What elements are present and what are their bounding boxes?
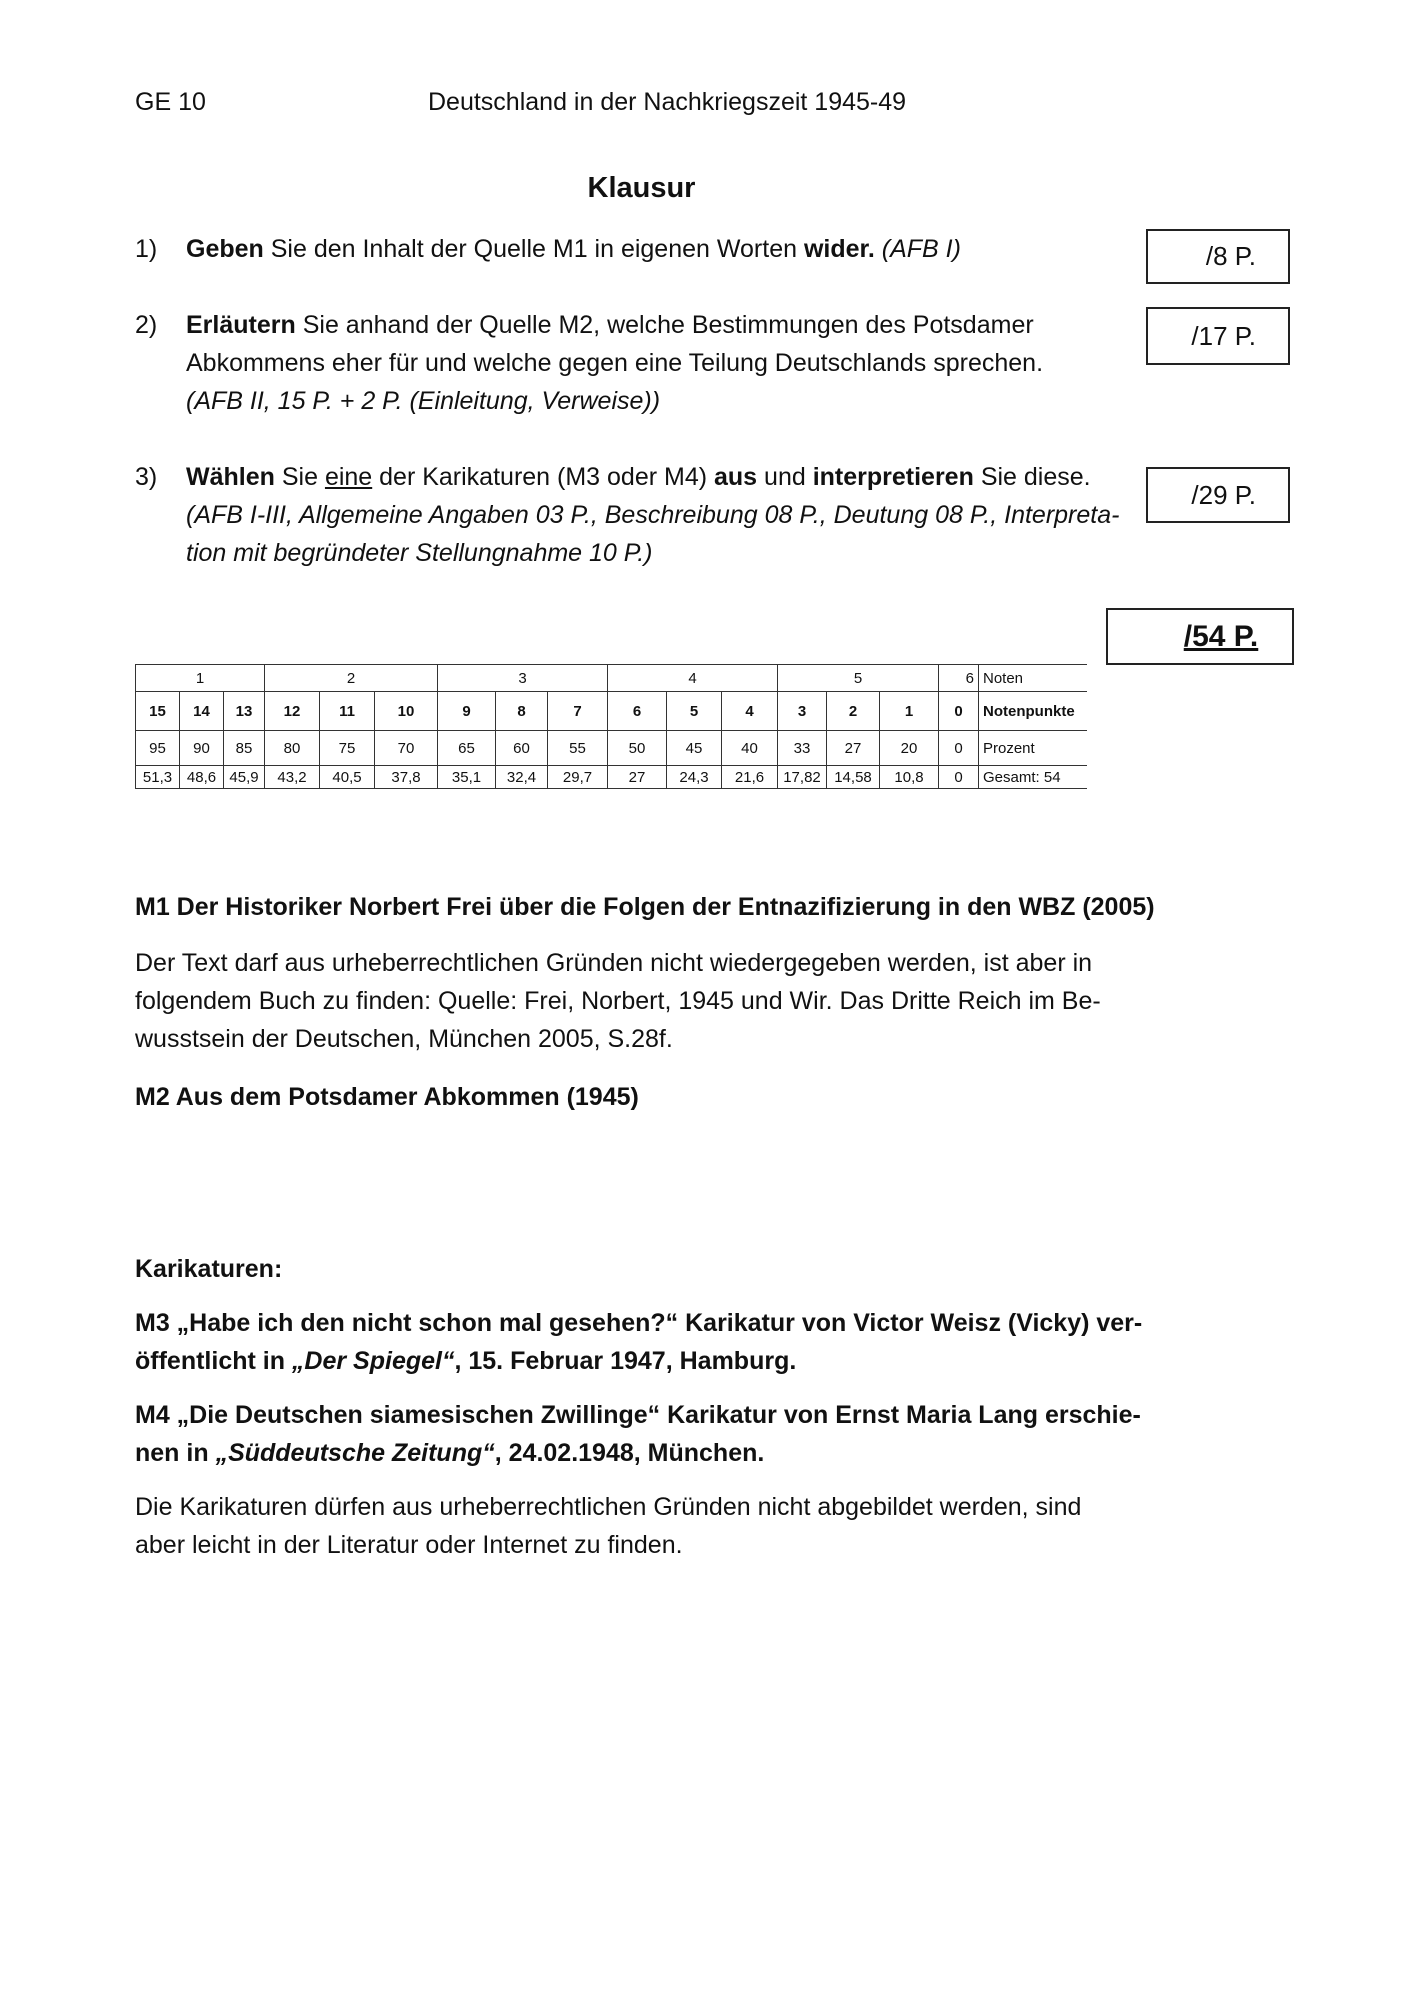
grade-table — [135, 664, 1087, 789]
task-verb: Geben — [186, 235, 264, 263]
percent-cell: 95 — [136, 731, 180, 766]
m1-line: wusstsein der Deutschen, München 2005, S.28f. — [135, 1025, 673, 1053]
m4-line: M4 „Die Deutschen siamesischen Zwillinge“ Karikatur von Ernst Maria Lang erschie- — [135, 1401, 1141, 1429]
points-box-task-1: /8 P. — [1146, 229, 1290, 284]
task-text: Sie — [274, 463, 325, 491]
task-text: Sie diese. — [973, 463, 1091, 491]
row-label: Gesamt: 54 — [979, 766, 1087, 789]
m4-line: , 24.02.1948, München. — [494, 1439, 765, 1467]
m4-caption — [135, 1396, 1165, 1472]
percent-cell: 65 — [438, 731, 496, 766]
total-cell: 0 — [939, 766, 979, 789]
points-box-task-2: /17 P. — [1146, 307, 1290, 365]
total-cell: 45,9 — [224, 766, 265, 789]
m3-caption — [135, 1304, 1165, 1380]
points-cell: 13 — [224, 692, 265, 731]
percent-cell: 50 — [608, 731, 667, 766]
total-row — [136, 766, 1087, 789]
percent-cell: 75 — [320, 731, 375, 766]
task-text: der Karikaturen (M3 oder M4) — [372, 463, 714, 491]
grade-cell: 6 — [939, 665, 979, 692]
percent-cell: 27 — [827, 731, 880, 766]
task-text: Sie anhand der Quelle M2, welche Bestimmungen des Potsdamer — [295, 311, 1034, 339]
percent-cell: 45 — [667, 731, 722, 766]
m3-line: M3 „Habe ich den nicht schon mal gesehen?“ Karikatur von Victor Weisz (Vicky) ver- — [135, 1309, 1143, 1337]
points-box-task-3: /29 P. — [1146, 467, 1290, 523]
points-cell: 5 — [667, 692, 722, 731]
points-cell: 8 — [496, 692, 548, 731]
task-text: Sie den Inhalt der Quelle M1 in eigenen Worten — [263, 235, 804, 263]
points-cell: 12 — [265, 692, 320, 731]
percent-cell: 55 — [548, 731, 608, 766]
total-cell: 37,8 — [375, 766, 438, 789]
m4-source: „Süddeutsche Zeitung“ — [215, 1439, 495, 1467]
caricatures-heading: Karikaturen: — [135, 1255, 283, 1283]
total-cell: 21,6 — [722, 766, 778, 789]
task-text: Abkommens eher für und welche gegen eine Teilung Deutschlands sprechen. — [186, 349, 1044, 377]
total-points-box — [1106, 608, 1294, 665]
points-cell: 10 — [375, 692, 438, 731]
total-cell: 17,82 — [778, 766, 827, 789]
percent-cell: 40 — [722, 731, 778, 766]
total-cell: 10,8 — [880, 766, 939, 789]
exam-heading: Klausur — [587, 172, 696, 204]
task-underlined: eine — [324, 463, 373, 491]
m2-title: M2 Aus dem Potsdamer Abkommen (1945) — [135, 1083, 639, 1111]
task-number: 1) — [135, 235, 158, 263]
task-keyword: aus — [714, 463, 758, 491]
total-cell: 24,3 — [667, 766, 722, 789]
m4-line: nen in — [135, 1439, 216, 1467]
total-cell: 27 — [608, 766, 667, 789]
m1-text — [135, 944, 1165, 1058]
task-number: 2) — [135, 311, 158, 339]
task-number: 3) — [135, 463, 158, 491]
points-cell: 2 — [827, 692, 880, 731]
m3-line: , 15. Februar 1947, Hamburg. — [454, 1347, 797, 1375]
task-keyword: wider. — [803, 235, 875, 263]
total-cell: 35,1 — [438, 766, 496, 789]
points-cell: 7 — [548, 692, 608, 731]
percent-cell: 70 — [375, 731, 438, 766]
percent-cell: 85 — [224, 731, 265, 766]
grade-cell: 1 — [136, 665, 265, 692]
points-cell: 3 — [778, 692, 827, 731]
task-afb: (AFB I) — [874, 235, 961, 263]
total-cell: 43,2 — [265, 766, 320, 789]
total-cell: 51,3 — [136, 766, 180, 789]
total-cell: 32,4 — [496, 766, 548, 789]
row-label: Notenpunkte — [979, 692, 1087, 731]
row-label: Noten — [979, 665, 1087, 692]
points-row — [136, 692, 1087, 731]
percent-cell: 20 — [880, 731, 939, 766]
note-line: aber leicht in der Literatur oder Internet zu finden. — [135, 1531, 683, 1559]
points-cell: 14 — [180, 692, 224, 731]
course-code: GE 10 — [135, 88, 206, 116]
m3-source: „Der Spiegel“ — [291, 1347, 455, 1375]
task-verb: Erläutern — [186, 311, 296, 339]
document-title: Deutschland in der Nachkriegszeit 1945-49 — [428, 88, 907, 116]
total-cell: 48,6 — [180, 766, 224, 789]
percent-cell: 60 — [496, 731, 548, 766]
points-cell: 6 — [608, 692, 667, 731]
total-cell: 40,5 — [320, 766, 375, 789]
m1-line: folgendem Buch zu finden: Quelle: Frei, Norbert, 1945 und Wir. Das Dritte Reich im Be- — [135, 987, 1101, 1015]
percent-row — [136, 731, 1087, 766]
points-cell: 1 — [880, 692, 939, 731]
task-1 — [135, 230, 1135, 268]
task-3 — [135, 458, 1135, 572]
total-cell: 14,58 — [827, 766, 880, 789]
grade-cell: 4 — [608, 665, 778, 692]
total-cell: 29,7 — [548, 766, 608, 789]
m3-line: öffentlicht in — [135, 1347, 292, 1375]
points-cell: 9 — [438, 692, 496, 731]
m1-title: M1 Der Historiker Norbert Frei über die Folgen der Entnazifizierung in den WBZ (2005) — [135, 893, 1155, 921]
grade-cell: 2 — [265, 665, 438, 692]
points-cell: 11 — [320, 692, 375, 731]
task-afb: tion mit begründeter Stellungnahme 10 P.) — [186, 539, 653, 567]
points-cell: 0 — [939, 692, 979, 731]
grade-cell: 5 — [778, 665, 939, 692]
points-cell: 15 — [136, 692, 180, 731]
points-cell: 4 — [722, 692, 778, 731]
task-afb: (AFB II, 15 P. + 2 P. (Einleitung, Verweise)) — [186, 387, 661, 415]
percent-cell: 0 — [939, 731, 979, 766]
caricatures-note — [135, 1488, 1165, 1564]
m1-line: Der Text darf aus urheberrechtlichen Gründen nicht wiedergegeben werden, ist aber in — [135, 949, 1093, 977]
percent-cell: 33 — [778, 731, 827, 766]
task-2 — [135, 306, 1135, 420]
grade-row — [136, 665, 1087, 692]
total-points: /54 P. — [1183, 619, 1259, 653]
task-keyword: interpretieren — [812, 463, 974, 491]
task-verb: Wählen — [186, 463, 275, 491]
task-afb: (AFB I-III, Allgemeine Angaben 03 P., Beschreibung 08 P., Deutung 08 P., Interpreta- — [186, 501, 1120, 529]
percent-cell: 90 — [180, 731, 224, 766]
grade-cell: 3 — [438, 665, 608, 692]
percent-cell: 80 — [265, 731, 320, 766]
row-label: Prozent — [979, 731, 1087, 766]
note-line: Die Karikaturen dürfen aus urheberrechtlichen Gründen nicht abgebildet werden, sind — [135, 1493, 1082, 1521]
task-text: und — [757, 463, 813, 491]
